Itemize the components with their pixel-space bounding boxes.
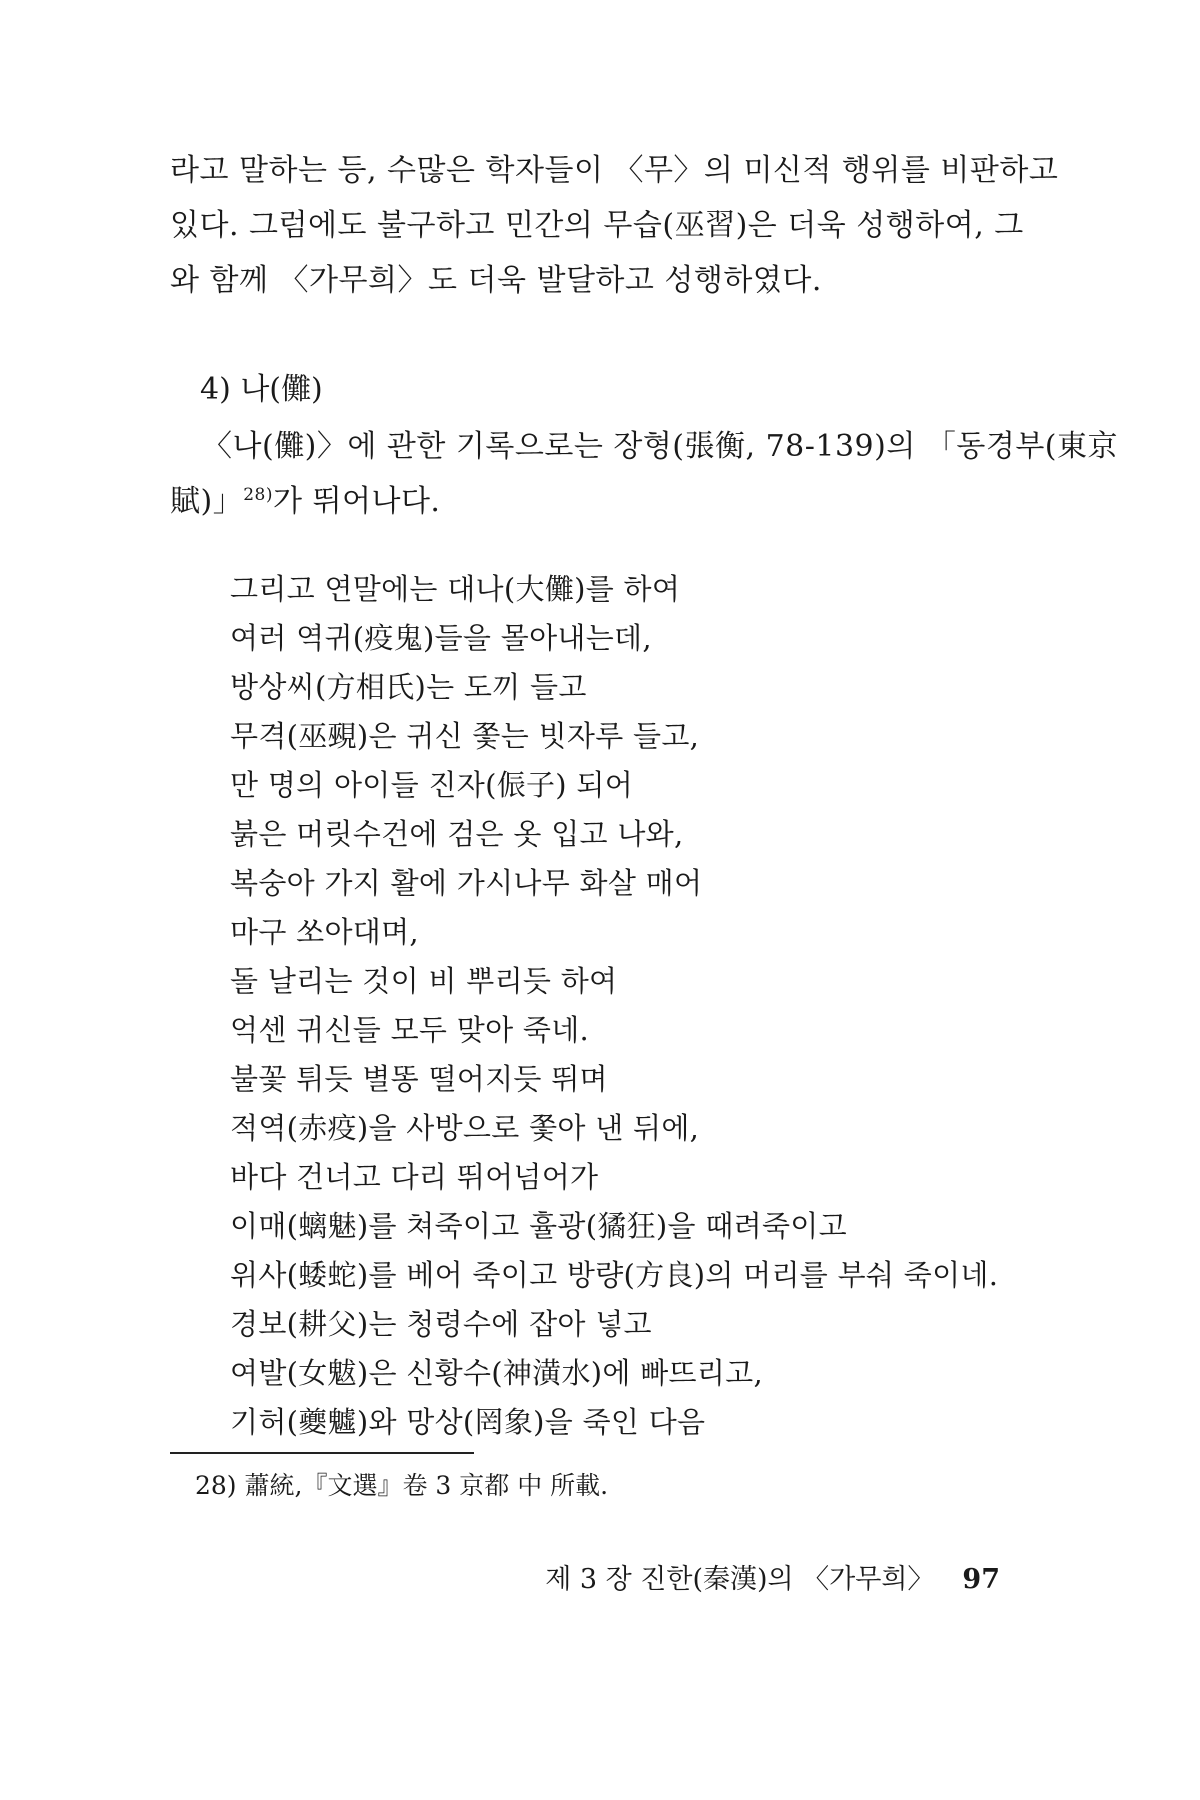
page-number: 97 — [962, 1564, 1000, 1595]
quoted-poem — [230, 565, 998, 1447]
paragraph-2-line-2 — [170, 474, 1050, 529]
paragraph-2-line-2-end: 가 뛰어나다. — [272, 484, 441, 519]
paragraph-1-line-3: 와 함께 〈가무희〉도 더욱 발달하고 성행하였다. — [170, 263, 822, 298]
paragraph-2-line-2-start: 賦)」 — [170, 484, 244, 519]
poem-line: 복숭아 가지 활에 가시나무 화살 매어 — [230, 866, 703, 900]
paragraph-1-line-1: 라고 말하는 등, 수많은 학자들이 〈무〉의 미신적 행위를 비판하고 — [170, 153, 1059, 188]
poem-line: 기허(夔魖)와 망상(罔象)을 죽인 다음 — [230, 1405, 706, 1439]
poem-line: 붉은 머릿수건에 검은 옷 입고 나와, — [230, 817, 684, 851]
poem-line: 여발(女魃)은 신황수(神潢水)에 빠뜨리고, — [230, 1356, 763, 1390]
footnote-reference: 28) — [243, 485, 273, 505]
poem-line: 여러 역귀(疫鬼)들을 몰아내는데, — [230, 621, 652, 655]
section-heading: 4) 나(儺) — [200, 372, 323, 407]
paragraph-1-line-2: 있다. 그럼에도 불구하고 민간의 무습(巫習)은 더욱 성행하여, 그 — [170, 208, 1024, 243]
paragraph-2 — [170, 419, 1119, 529]
poem-line: 불꽃 튀듯 별똥 떨어지듯 뛰며 — [230, 1062, 608, 1096]
poem-line: 방상씨(方相氏)는 도끼 들고 — [230, 670, 587, 704]
footnote-divider — [170, 1452, 474, 1454]
footnote-28: 28) 蕭統,『文選』卷 3 京都 中 所載. — [195, 1471, 609, 1500]
poem-line: 이매(螭魅)를 쳐죽이고 휼광(獝狂)을 때려죽이고 — [230, 1209, 847, 1243]
poem-line: 마구 쏘아대며, — [230, 915, 419, 949]
poem-line: 바다 건너고 다리 뛰어넘어가 — [230, 1160, 599, 1194]
paragraph-2-line-1: 〈나(儺)〉에 관한 기록으로는 장형(張衡, 78-139)의 「동경부(東京 — [202, 429, 1119, 464]
chapter-title: 제 3 장 진한(秦漢)의 〈가무희〉 — [545, 1564, 935, 1595]
poem-line: 경보(耕父)는 청령수에 잡아 넣고 — [230, 1307, 652, 1341]
poem-line: 위사(蜲蛇)를 베어 죽이고 방량(方良)의 머리를 부숴 죽이네. — [230, 1258, 999, 1292]
poem-line: 만 명의 아이들 진자(侲子) 되어 — [230, 768, 634, 802]
poem-line: 무격(巫覡)은 귀신 쫓는 빗자루 들고, — [230, 719, 700, 753]
poem-line: 돌 날리는 것이 비 뿌리듯 하여 — [230, 964, 618, 998]
running-footer — [545, 1560, 1000, 1600]
poem-line: 억센 귀신들 모두 맞아 죽네. — [230, 1013, 590, 1047]
poem-line: 그리고 연말에는 대나(大儺)를 하여 — [230, 572, 681, 606]
paragraph-1 — [170, 143, 1059, 308]
poem-line: 적역(赤疫)을 사방으로 쫓아 낸 뒤에, — [230, 1111, 700, 1145]
